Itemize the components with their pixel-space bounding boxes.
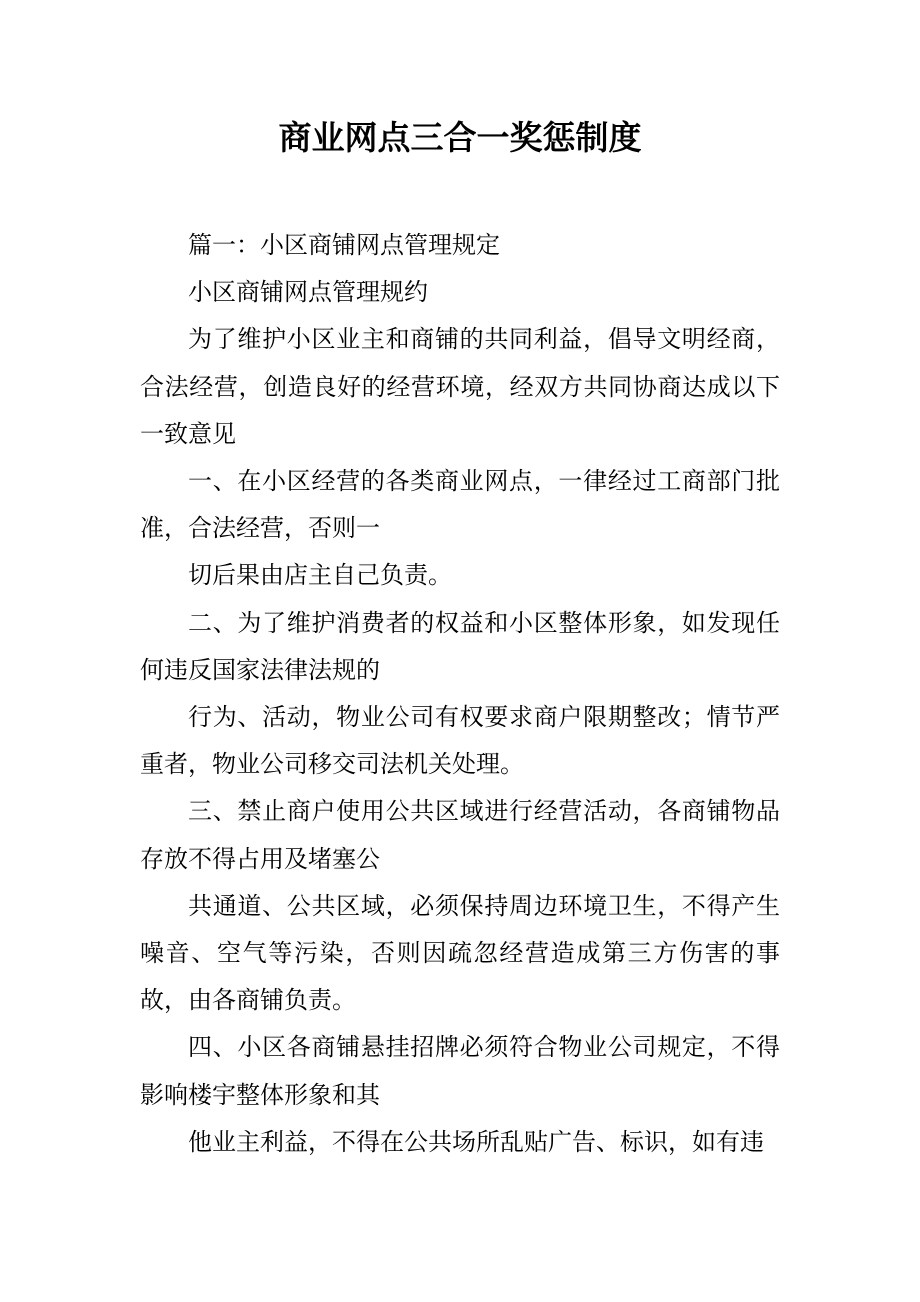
paragraph-article-2: 二、为了维护消费者的权益和小区整体形象，如发现任何违反国家法律法规的	[140, 608, 780, 684]
paragraph-article-1-cont: 切后果由店主自己负责。	[188, 561, 452, 590]
paragraph-preamble: 为了维护小区业主和商铺的共同利益，倡导文明经商，合法经营，创造良好的经营环境，经双方共同协商达成以下一致意见	[140, 325, 780, 448]
paragraph-article-3-cont: 共通道、公共区域，必须保持周边环境卫生，不得产生噪音、空气等污染，否则因疏忽经营造成第三方伤害的事故，由各商铺负责。	[140, 891, 780, 1015]
paragraph-article-1: 一、在小区经营的各类商业网点，一律经过工商部门批准，合法经营，否则一	[140, 467, 780, 543]
paragraph-article-4: 四、小区各商铺悬挂招牌必须符合物业公司规定，不得影响楼宇整体形象和其	[140, 1033, 780, 1109]
document-title: 商业网点三合一奖惩制度	[278, 118, 642, 157]
paragraph-subtitle: 小区商铺网点管理规约	[188, 278, 428, 307]
paragraph-article-4-cont: 他业主利益，不得在公共场所乱贴广告、标识，如有违	[188, 1127, 764, 1156]
paragraph-article-3: 三、禁止商户使用公共区域进行经营活动，各商铺物品存放不得占用及堵塞公	[140, 797, 780, 873]
paragraph-article-2-cont: 行为、活动，物业公司有权要求商户限期整改；情节严重者，物业公司移交司法机关处理。	[140, 703, 780, 779]
paragraph-section-heading: 篇一：小区商铺网点管理规定	[188, 231, 500, 259]
document-body	[140, 222, 780, 1166]
